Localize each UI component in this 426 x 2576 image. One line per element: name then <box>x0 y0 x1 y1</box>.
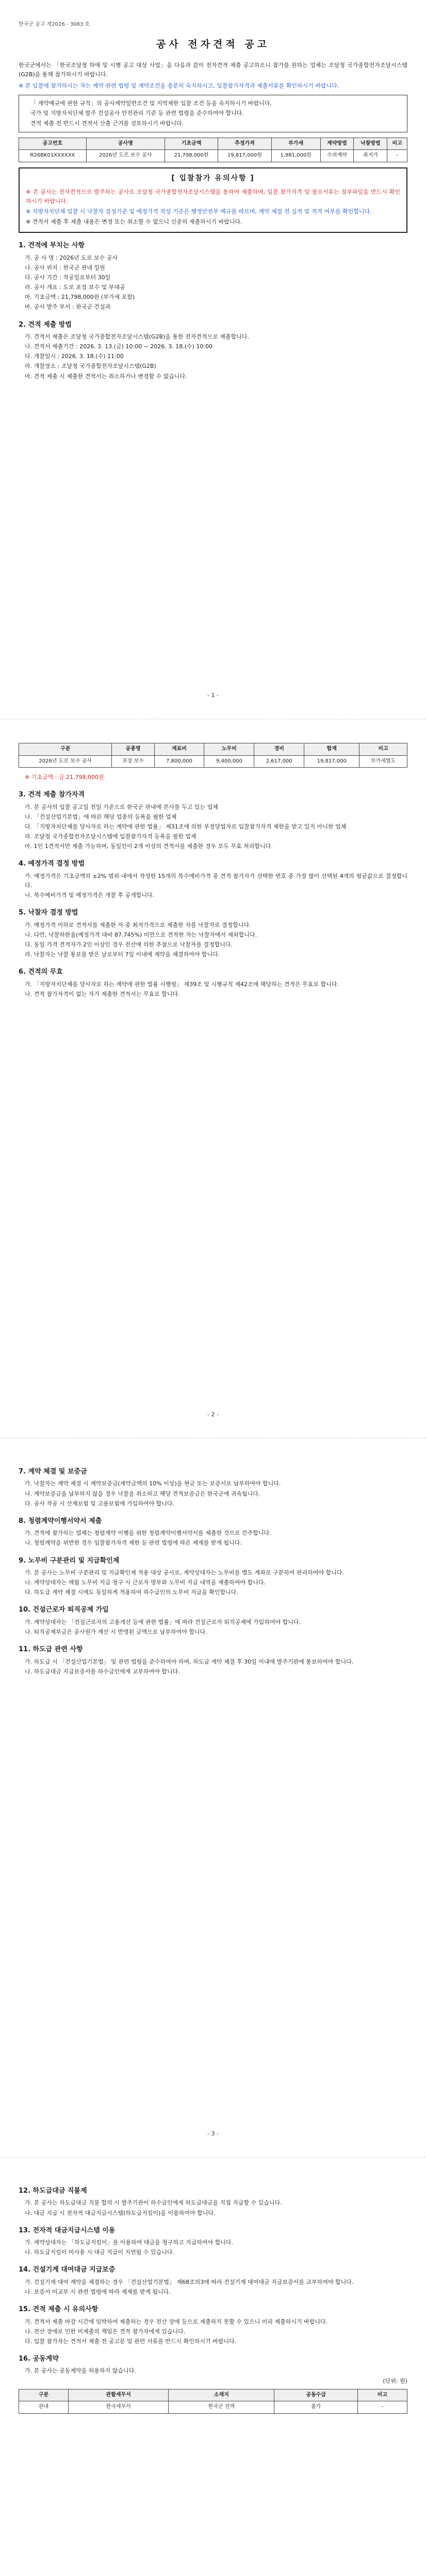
section-item: 라. 낙찰자는 낙찰 통보를 받은 날로부터 7일 이내에 계약을 체결하여야 합니다. <box>25 951 220 958</box>
section-item: 나. 공사 위치 : 한국군 관내 일원 <box>25 264 105 271</box>
table-cell: 관내 <box>19 2401 69 2414</box>
table-header: 부가세 <box>271 138 320 150</box>
section-item: 나. 보증서 미교부 시 관련 법령에 따라 제재를 받게 됩니다. <box>25 2289 171 2296</box>
table-cell: 한국세무서 <box>69 2401 169 2414</box>
section-item: 가. 공 사 명 : 2026년 도로 보수 공사 <box>25 254 118 261</box>
table-header: 소재지 <box>169 2389 274 2401</box>
table-cell: 2026년 도로 보수 공사 <box>86 150 165 162</box>
page-title: 공사 전자견적 공고 <box>156 38 270 50</box>
caution-item: 「 계약예규에 관한 규칙」의 공사계약일반조건 및 지역제한 입찰 조건 등을 숙지하시기 바랍니다. <box>30 100 272 107</box>
table-header: 낙찰방법 <box>354 138 387 150</box>
table-header-row <box>19 743 407 756</box>
table-cell: 19,817,000원 <box>218 150 271 162</box>
table-cell: 포장 보수 <box>112 755 154 768</box>
section-item: 나. 견적서 제출기간 : 2026. 3. 13.(금) 10:00 ~ 2026. 3. 18.(수) 10:00 <box>25 343 213 350</box>
section-item: 가. 견적에 참가하는 업체는 청렴계약 이행을 위한 청렴계약이행서약서를 제출한 것으로 간주합니다. <box>25 1530 271 1537</box>
table-cell: 2026년 도로 보수 공사 <box>19 755 112 768</box>
table-cell: 9,400,000 <box>204 755 254 768</box>
table-cell: 1,981,000원 <box>271 150 320 162</box>
section-item: 나. 퇴직공제부금은 공사원가 계산 시 반영된 금액으로 납부하여야 합니다. <box>25 1629 207 1636</box>
table-row <box>19 2401 407 2414</box>
section-item: 나. 하도급대금 지급보증서를 하수급인에게 교부하여야 합니다. <box>25 1668 180 1675</box>
table-header: 공사명 <box>86 138 165 150</box>
section-item: 나. 하도급지킴이 미사용 시 대금 지급이 지연될 수 있습니다. <box>25 2249 174 2256</box>
table-cell: 7,800,000 <box>154 755 204 768</box>
section-item: 다. 「지방자치단체를 당사자로 하는 계약에 관한 법률」 제31조에 의한 부정당업자로 입찰참가자격 제한을 받고 있지 아니한 업체 <box>25 823 347 830</box>
section-item: 가. 예정가격 이하로 견적서를 제출한 자 중 최저가격으로 제출한 자를 낙찰자로 결정합니다. <box>25 921 251 928</box>
section-item: 가. 견적서 제출은 조달청 국가종합전자조달시스템(G2B)을 통한 전자견적으로 제출합니다. <box>25 333 250 341</box>
section-item: 가. 본 공사는 노무비 구분관리 및 지급확인제 적용 대상 공사로, 계약상대자는 노무비를 별도 계좌로 구분하여 관리하여야 합니다. <box>25 1569 344 1577</box>
table-header: 경비 <box>254 743 304 756</box>
section-title: 7. 계약 체결 및 보증금 <box>19 1468 87 1476</box>
table-header: 재료비 <box>154 743 204 756</box>
page-number: - 3 - <box>207 2130 219 2137</box>
table-cell: 2,617,000 <box>254 755 304 768</box>
page-1 <box>0 0 426 719</box>
section-title: 2. 견적 제출 방법 <box>19 320 72 329</box>
table-cell: 수의계약 <box>320 150 354 162</box>
table-header: 구분 <box>19 2389 69 2401</box>
section-item: 마. 1인 1견적서만 제출 가능하며, 동일인이 2개 이상의 견적서를 제출한 경우 모두 무효 처리합니다. <box>25 843 273 850</box>
page-number: - 2 - <box>207 1411 219 1418</box>
section-item: 가. 예정가격은 기초금액의 ±2% 범위 내에서 작성한 15개의 복수예비가격 중 견적 참가자가 선택한 번호 중 가장 많이 선택된 4개의 평균값으로 결정합니다. <box>25 872 407 889</box>
section-item: 다. 개찰일시 : 2026. 3. 18.(수) 11:00 <box>25 353 124 360</box>
section-item: 라. 조달청 국가종합전자조달시스템에 입찰참가자격 등록을 필한 업체 <box>25 833 196 840</box>
table-header: 비고 <box>359 743 407 756</box>
page-3 <box>0 1438 426 2157</box>
section-item: 가. 「지방자치단체를 당사자로 하는 계약에 관한 법률 시행령」 제39조 및 시행규칙 제42조에 해당하는 견적은 무효로 합니다. <box>25 980 339 988</box>
table-header: 기초금액 <box>165 138 218 150</box>
unit-note: (단위: 원) <box>383 2377 407 2384</box>
section-title: 6. 견적의 무효 <box>19 968 63 976</box>
section-item: 나. 청렴계약을 위반한 경우 입찰참가자격 제한 등 관련 법령에 따른 제재를 받게 됩니다. <box>25 1539 242 1547</box>
table-header: 구분 <box>19 743 112 756</box>
notice-line: ※ 지방자치단체 입찰 시 낙찰자 결정기준 및 예정가격 작성 기준은 행정안전부 예규를 따르며, 계약 체결 전 실적 및 적격 여부를 확인합니다. <box>26 208 372 215</box>
table-header: 공동수급 <box>274 2389 358 2401</box>
page-4 <box>0 2158 426 2576</box>
section-item: 다. 동일 가격 견적자가 2인 이상인 경우 전산에 의한 추첨으로 낙찰자를 결정합니다. <box>25 941 233 948</box>
notice-line: ※ 본 공사는 전자견적으로 발주하는 공사로 조달청 국가종합전자조달시스템을 통하여 제출하며, 입찰 참가자격 및 필요서류는 첨부파일을 반드시 확인하시기 바랍니다. <box>26 188 400 205</box>
table-header: 노무비 <box>204 743 254 756</box>
section-title: 8. 청렴계약이행서약서 제출 <box>19 1517 102 1525</box>
section-item: 나. 전산 장애로 인한 미제출의 책임은 견적 참가자에게 있습니다. <box>25 2328 186 2335</box>
section-item: 마. 기초금액 : 21,798,000원 (부가세 포함) <box>25 294 135 301</box>
table-cell: - <box>387 150 407 162</box>
table-cell: 최저가 <box>354 150 387 162</box>
section-item: 나. 「건설산업기본법」에 따른 해당 업종의 등록을 필한 업체 <box>25 813 177 820</box>
section-title: 10. 건설근로자 퇴직공제 가입 <box>19 1606 109 1614</box>
section-title: 12. 하도급대금 직불제 <box>19 2187 87 2195</box>
table-note: ※ 기초금액 : 금 21,798,000원 <box>25 774 104 781</box>
section-item: 나. 복수예비가격 및 예정가격은 개찰 후 공개합니다. <box>25 892 155 899</box>
section-item: 나. 계약보증금을 납부하지 않을 경우 낙찰을 취소하고 해당 견적보증금은 한국군에 귀속됩니다. <box>25 1490 260 1497</box>
table-header: 비고 <box>387 138 407 150</box>
doc-id: 한국군 공고 제2026 - 3083 호 <box>19 22 90 27</box>
table-header: 추정가격 <box>218 138 271 150</box>
section-item: 가. 본 공사는 공동계약을 허용하지 않습니다. <box>25 2367 136 2375</box>
section-item: 나. 계약상대자는 매월 노무비 지급 청구 시 근로자 명부와 노무비 지급 내역을 제출하여야 합니다. <box>25 1579 266 1586</box>
section-title: 5. 낙찰자 결정 방법 <box>19 909 78 917</box>
table-cell: 21,798,000원 <box>165 150 218 162</box>
caution-item: 견적 제출 전 반드시 견적서 산출 근거를 검토하시기 바랍니다. <box>30 120 184 127</box>
table-row <box>19 755 407 768</box>
section-title: 3. 견적 제출 참가자격 <box>19 791 85 799</box>
section-title: 4. 예정가격 결정 방법 <box>19 860 85 868</box>
table-header: 비고 <box>357 2389 407 2401</box>
caution-box <box>19 95 407 132</box>
table-header-row <box>19 2389 407 2401</box>
table-cell: 불가 <box>274 2401 358 2414</box>
cost-table <box>19 743 407 768</box>
section-title: 15. 견적 제출 시 유의사항 <box>19 2306 99 2314</box>
table-cell: 19,817,000 <box>304 755 359 768</box>
table-header-row <box>19 138 407 150</box>
section-title: 16. 공동계약 <box>19 2355 59 2363</box>
section-item: 가. 본 공사는 하도급대금 직불 합의 시 발주기관이 하수급인에게 하도급대금을 직접 지급할 수 있습니다. <box>25 2199 282 2207</box>
table-header: 합계 <box>304 743 359 756</box>
table-header: 공종명 <box>112 743 154 756</box>
section-item: 나. 다만, 낙찰하한율(예정가격 대비 87.745%) 미만으로 견적한 자는 낙찰자에서 제외합니다. <box>25 931 257 938</box>
section-item: 다. 공사 기간 : 착공일로부터 30일 <box>25 274 111 281</box>
section-item: 나. 견적 참가자격이 없는 자가 제출한 견적서는 무효로 합니다. <box>25 990 180 997</box>
section-item: 바. 공사 발주 부서 : 한국군 건설과 <box>25 303 111 311</box>
table-cell: - <box>357 2401 407 2414</box>
table-header: 공고번호 <box>19 138 87 150</box>
table-header: 관할세무서 <box>69 2389 169 2401</box>
section-title: 14. 건설기계 대여대금 지급보증 <box>19 2266 116 2274</box>
page-number: - 1 - <box>207 691 219 699</box>
section-item: 라. 개찰장소 : 조달청 국가종합전자조달시스템(G2B) <box>25 363 156 370</box>
table-row <box>19 150 407 162</box>
section-item: 마. 견적 제출 시 제출한 견적서는 취소하거나 변경할 수 없습니다. <box>25 372 187 380</box>
section-item: 가. 계약상대자는 「하도급지킴이」를 이용하여 대금을 청구하고 지급하여야 합니다. <box>25 2239 234 2246</box>
table-cell: 부가세별도 <box>359 755 407 768</box>
section-title: 11. 하도급 관련 사항 <box>19 1646 83 1654</box>
section-item: 가. 계약상대자는 「건설근로자의 고용개선 등에 관한 법률」에 따라 건설근로자 퇴직공제에 가입하여야 합니다. <box>25 1618 301 1625</box>
section-item: 나. 대금 지급 시 전자적 대금지급시스템(하도급지킴이)을 이용하여야 합니다. <box>25 2209 216 2216</box>
section-title: 13. 전자적 대금지급시스템 이용 <box>19 2226 116 2234</box>
section-item: 다. 공사 착공 시 산재보험 및 고용보험에 가입하여야 합니다. <box>25 1500 174 1507</box>
table-cell: R26BK01XXXXXX <box>19 150 87 162</box>
overview-table <box>19 138 407 162</box>
tax-office-table <box>19 2389 407 2414</box>
section-item: 다. 하도급 계약 체결 시에도 동일하게 적용하여 하수급인의 노무비 지급을 확인합니다. <box>25 1589 238 1596</box>
section-item: 가. 하도급 시 「건설산업기본법」 및 관련 법령을 준수하여야 하며, 하도급 계약 체결 후 30일 이내에 발주기관에 통보하여야 합니다. <box>25 1658 354 1665</box>
caution-item: 국가 및 지방자치단체 발주 건설공사 안전관리 기준 등 관련 법령을 준수하여야 합니다. <box>30 110 244 117</box>
lead-note: ※ 본 입찰에 참가하시는 자는 계약 관련 법령 및 계약조건을 충분히 숙지하시고, 입찰참가자격과 제출서류를 확인하시기 바랍니다. <box>19 82 339 90</box>
page-2 <box>0 719 426 1438</box>
notice-box <box>19 167 407 233</box>
section-item: 가. 본 공사의 입찰 공고일 전일 기준으로 한국군 관내에 본사를 두고 있는 업체 <box>25 803 218 810</box>
section-item: 라. 공사 개요 : 도로 포장 보수 및 부대공 <box>25 284 125 291</box>
notice-line: ※ 견적서 제출 후 제출 내용은 변경 또는 취소할 수 없으니 신중히 제출하시기 바랍니다. <box>26 218 242 226</box>
table-cell: 한국군 전역 <box>169 2401 274 2414</box>
notice-title: [ 입찰참가 유의사항 ] <box>171 174 255 182</box>
lead-paragraph: 한국군에서는 「한국조달청 하에 및 시행 공고 대상 사업」을 다음과 같이 전자견적 제출 공고하오니 참가를 원하는 업체는 조달청 국가종합전자조달시스템(G2B)을 통해 참가하시기 바랍니다. <box>19 61 407 78</box>
section-item: 가. 건설기계 대여 계약을 체결하는 경우 「건설산업기본법」 제68조의3에 따라 건설기계 대여대금 지급보증서를 교부하여야 합니다. <box>25 2278 354 2285</box>
section-title: 1. 견적에 부치는 사항 <box>19 242 85 250</box>
section-item: 가. 견적서 제출 마감 시간에 임박하여 제출하는 경우 전산 장애 등으로 제출하지 못할 수 있으니 미리 제출하시기 바랍니다. <box>25 2318 328 2325</box>
section-item: 가. 낙찰자는 계약 체결 시 계약보증금(계약금액의 10% 이상)을 현금 또는 보증서로 납부하여야 합니다. <box>25 1480 281 1487</box>
section-item: 다. 입찰 참가자는 견적서 제출 전 공고문 및 관련 서류를 반드시 확인하시기 바랍니다. <box>25 2337 237 2345</box>
section-title: 9. 노무비 구분관리 및 지급확인제 <box>19 1556 120 1565</box>
table-header: 계약방법 <box>320 138 354 150</box>
